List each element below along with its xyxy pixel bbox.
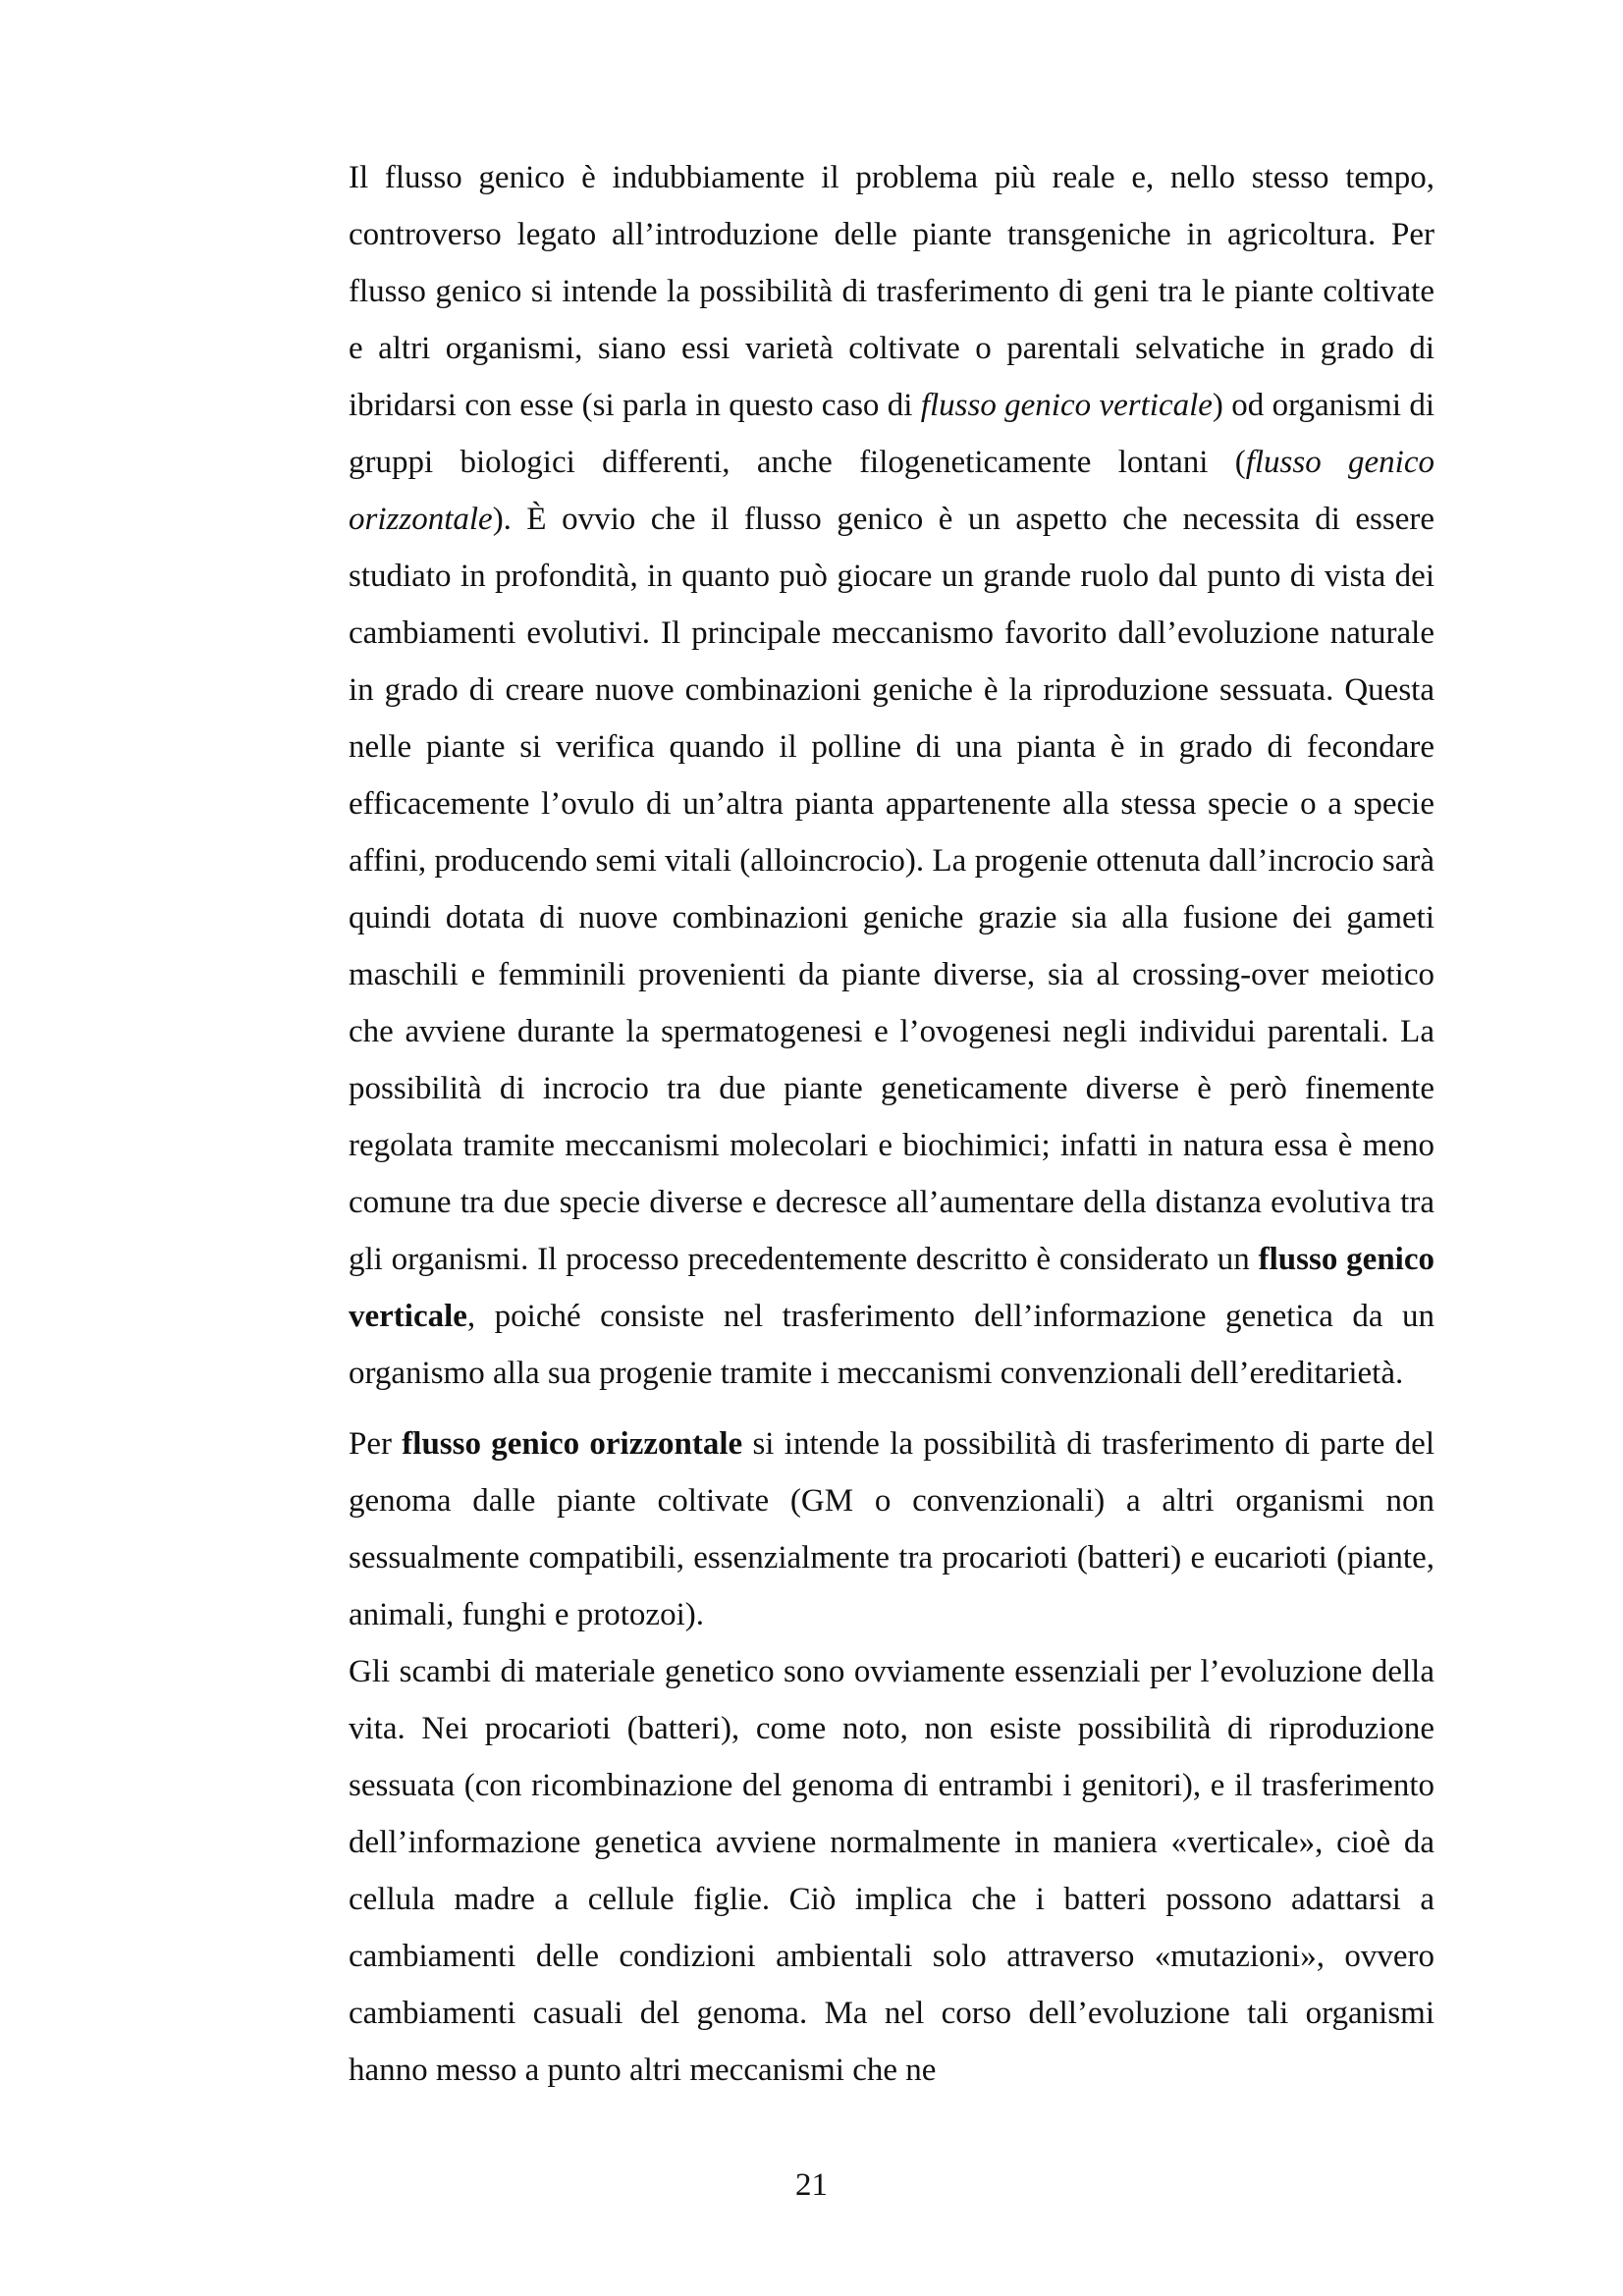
body-text <box>349 149 1434 2099</box>
text-run: ). È ovvio che il flusso genico è un aspetto che necessita di essere studiato in profondità, in quanto può giocare un grande ruolo dal punto di vista dei cambiamenti evolutivi. Il principale meccanismo favorito dall’evoluzione naturale in grado di creare nuove combinazioni geniche è la riproduzione sessuata. Questa nelle piante si verifica quando il polline di una pianta è in grado di fecondare efficacemente l’ovulo di un’altra pianta appartenente alla stessa specie o a specie affini, producendo semi vitali (alloincrocio). La progenie ottenuta dall’incrocio sarà quindi dotata di nuove combinazioni geniche grazie sia alla fusione dei gameti maschili e femminili provenienti da piante diverse, sia al crossing-over meiotico che avviene durante la spermatogenesi e l’ovogenesi negli individui parentali. La possibilità di incrocio tra due piante geneticamente diverse è però finemente regolata tramite meccanismi molecolari e biochimici; infatti in natura essa è meno comune tra due specie diverse e decresce all’aumentare della distanza evolutiva tra gli organismi. Il processo precedentemente descritto è considerato un <box>349 502 1434 1277</box>
italic-term: flusso genico verticale <box>920 388 1213 423</box>
bold-term: flusso genico orizzontale <box>402 1426 743 1462</box>
paragraph <box>349 149 1434 1402</box>
text-run: ) od organismi di gruppi biologici differenti, anche filogeneticamente lontani ( <box>349 388 1435 480</box>
page-number: 21 <box>795 2167 828 2203</box>
text-run: , poiché consiste nel trasferimento dell’informazione genetica da un organismo alla sua progenie tramite i meccanismi convenzionali dell’ereditarietà. <box>349 1299 1434 1391</box>
bold-term: flusso genico verticale <box>349 1242 1434 1334</box>
text-run: si intende la possibilità di trasferimento di parte del genoma dalle piante coltivate (GM o convenzionali) a altri organismi non sessualmente compatibili, essenzialmente tra procarioti (batteri) e eucarioti (piante, animali, funghi e protozoi). <box>349 1426 1434 1632</box>
paragraph <box>349 1415 1434 1643</box>
text-run: Per <box>349 1426 403 1462</box>
text-run: Gli scambi di materiale genetico sono ovviamente essenziali per l’evoluzione della vita. Nei procarioti (batteri), come noto, non esiste possibilità di riproduzione sessuata (con ricombinazione del genoma di entrambi i genitori), e il trasferimento dell’informazione genetica avviene normalmente in maniera «verticale», cioè da cellula madre a cellule figlie. Ciò implica che i batteri possono adattarsi a cambiamenti delle condizioni ambientali solo attraverso «mutazioni», ovvero cambiamenti casuali del genoma. Ma nel corso dell’evoluzione tali organismi hanno messo a punto altri meccanismi che ne <box>349 1654 1434 2088</box>
text-run: Il flusso genico è indubbiamente il problema più reale e, nello stesso tempo, controverso legato all’introduzione delle piante transgeniche in agricoltura. Per flusso genico si intende la possibilità di trasferimento di geni tra le piante coltivate e altri organismi, siano essi varietà coltivate o parentali selvatiche in grado di ibridarsi con esse (si parla in questo caso di <box>349 160 1434 423</box>
paragraph <box>349 1643 1434 2099</box>
italic-term: flusso genico orizzontale <box>349 445 1434 537</box>
